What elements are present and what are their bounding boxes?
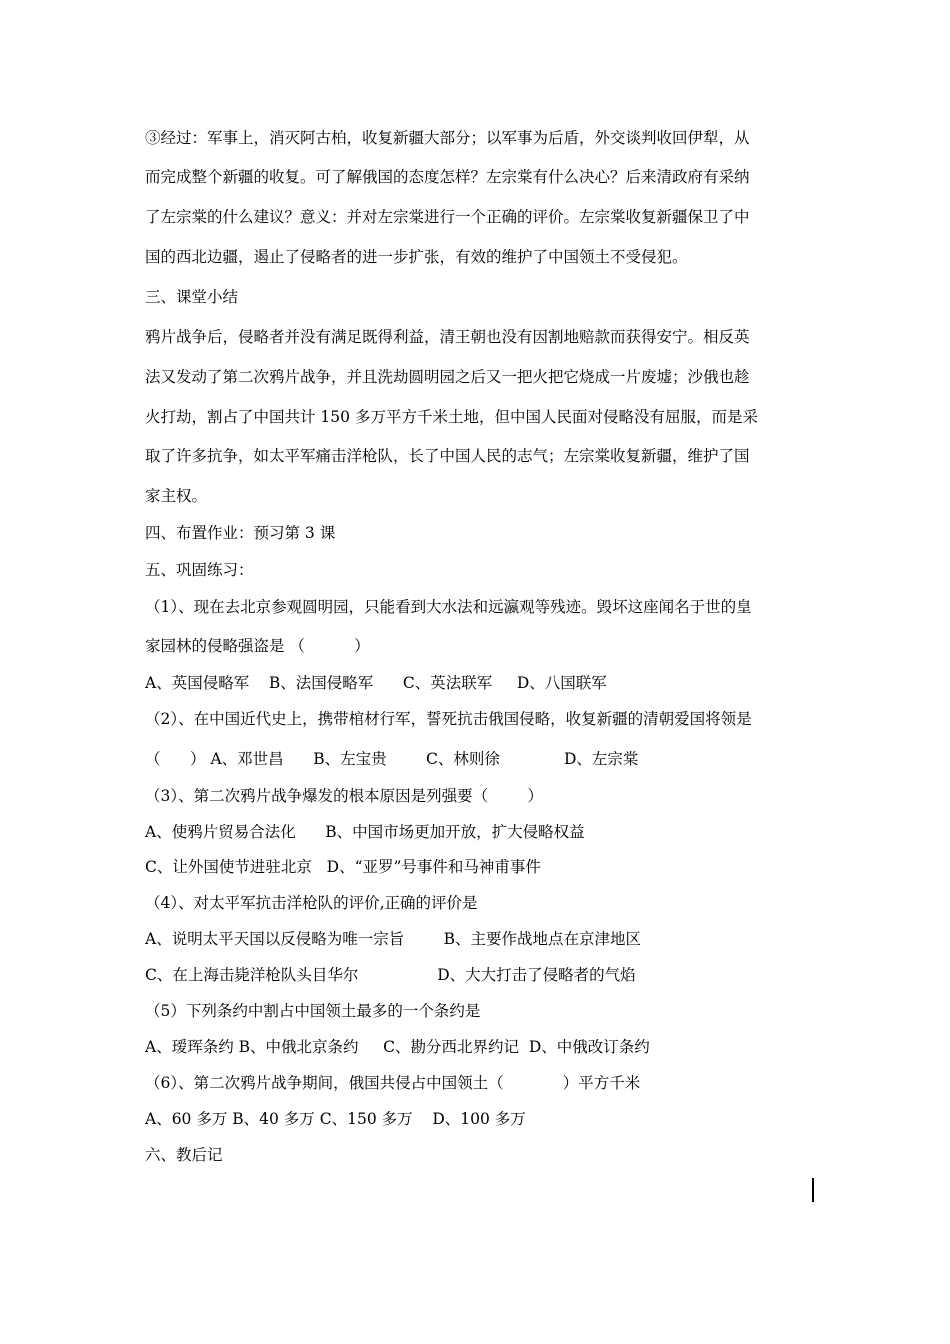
text-line: 取了许多抗争，如太平军痛击洋枪队，长了中国人民的志气；左宗棠收复新疆，维护了国: [145, 447, 750, 465]
section-heading: 三、课堂小结: [145, 288, 239, 306]
section-heading: 六、教后记: [145, 1146, 223, 1164]
text-cursor: [812, 1178, 814, 1202]
question-1: （1）、现在去北京参观圆明园，只能看到大水法和远瀛观等残迹。毁坏这座闻名于世的皇: [145, 598, 752, 616]
question-3-option-line: C、让外国使节进驻北京 D、“亚罗”号事件和马神甫事件: [145, 858, 541, 876]
text-line: 鸦片战争后，侵略者并没有满足既得利益，清王朝也没有因割地赔款而获得安宁。相反英: [145, 328, 750, 346]
text-line: 了左宗棠的什么建议？意义：并对左宗棠进行一个正确的评价。左宗棠收复新疆保卫了中: [145, 208, 750, 226]
question-4: （4）、对太平军抗击洋枪队的评价,正确的评价是: [145, 894, 478, 912]
question-4-option-line: A、说明太平天国以反侵略为唯一宗旨 B、主要作战地点在京津地区: [145, 930, 642, 948]
question-2-options: （ ） A、邓世昌 B、左宝贵 C、林则徐 D、左宗棠: [145, 750, 639, 768]
question-2: （2）、在中国近代史上，携带棺材行军，誓死抗击俄国侵略，收复新疆的清朝爱国将领是: [145, 710, 752, 728]
text-line: ③经过：军事上，消灭阿古柏，收复新疆大部分；以军事为后盾，外交谈判收回伊犁，从: [145, 129, 750, 147]
question-3: （3）、第二次鸦片战争爆发的根本原因是列强要（ ）: [145, 787, 544, 805]
question-1-cont: 家园林的侵略强盗是 （ ）: [145, 637, 370, 655]
text-line: 家主权。: [145, 487, 208, 505]
question-5: （5）下列条约中割占中国领土最多的一个条约是: [145, 1002, 481, 1020]
text-line: 法又发动了第二次鸦片战争，并且洗劫圆明园之后又一把火把它烧成一片废墟；沙俄也趁: [145, 368, 750, 386]
text-line: 国的西北边疆，遏止了侵略者的进一步扩张，有效的维护了中国领土不受侵犯。: [145, 248, 688, 266]
question-6-options: A、60 多万 B、40 多万 C、150 多万 D、100 多万: [145, 1110, 526, 1128]
question-3-option-line: A、使鸦片贸易合法化 B、中国市场更加开放，扩大侵略权益: [145, 823, 585, 841]
question-5-options: A、瑷珲条约 B、中俄北京条约 C、勘分西北界约记 D、中俄改订条约: [145, 1038, 650, 1056]
section-heading: 五、巩固练习：: [145, 561, 254, 579]
text-line: 而完成整个新疆的收复。可了解俄国的态度怎样？左宗棠有什么决心？后来清政府有采纳: [145, 168, 750, 186]
question-4-option-line: C、在上海击毙洋枪队头目华尔 D、大大打击了侵略者的气焰: [145, 966, 636, 984]
text-line: 火打劫，割占了中国共计 150 多万平方千米土地，但中国人民面对侵略没有屈服，而是采: [145, 408, 758, 426]
section-heading: 四、布置作业：预习第 3 课: [145, 524, 336, 542]
question-6: （6）、第二次鸦片战争期间，俄国共侵占中国领土（ ）平方千米: [145, 1074, 641, 1092]
question-1-options: A、英国侵略军 B、法国侵略军 C、英法联军 D、八国联军: [145, 674, 607, 692]
